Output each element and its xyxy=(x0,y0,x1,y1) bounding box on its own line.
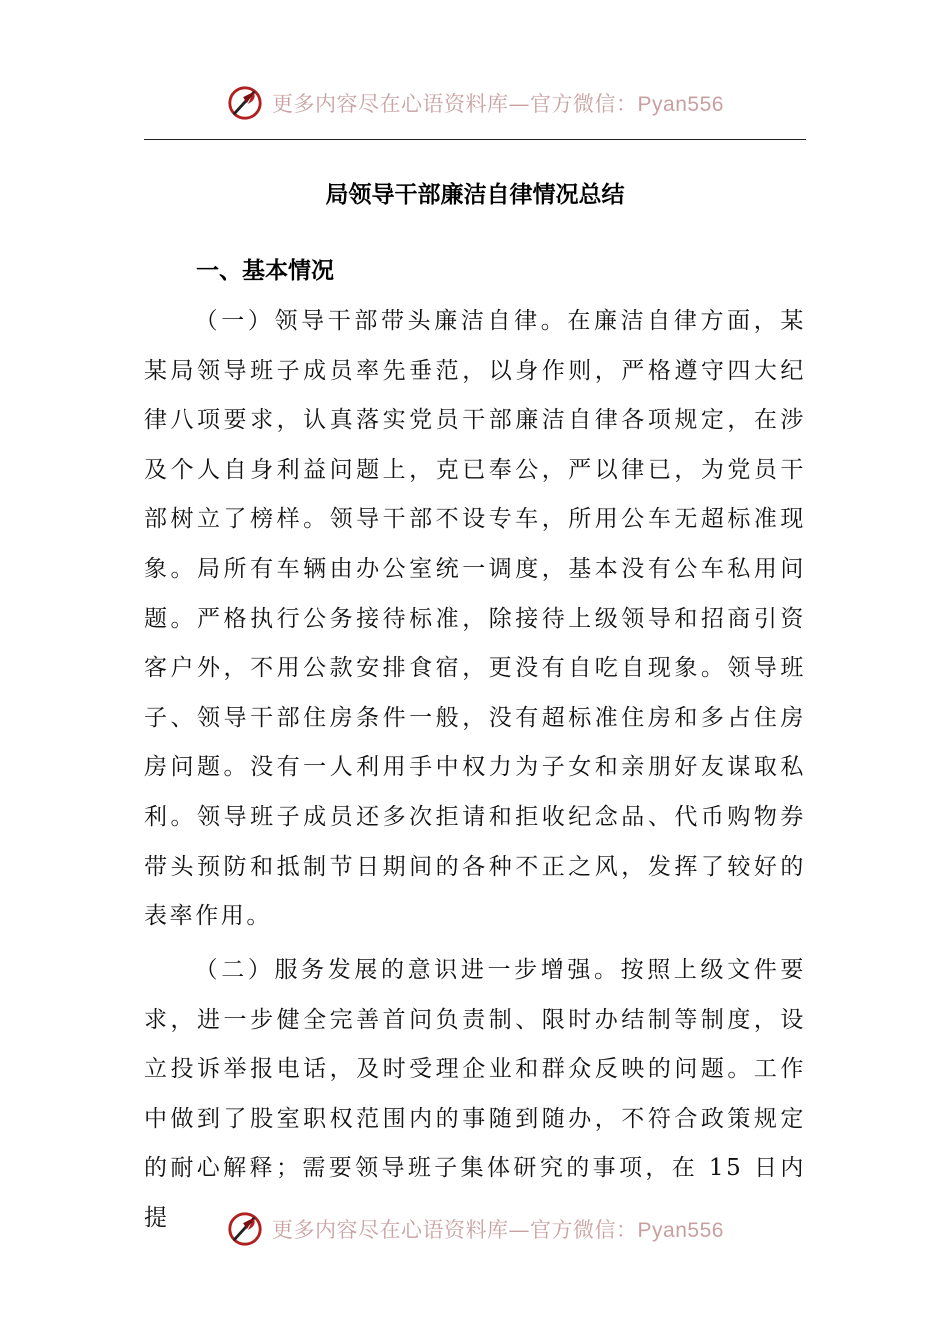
watermark-header xyxy=(0,80,950,126)
watermark-wechat-label: 官方微信： xyxy=(530,92,638,116)
watermark-text xyxy=(272,88,724,118)
document-title: 局领导干部廉洁自律情况总结 xyxy=(325,182,625,208)
quill-pen-logo-icon xyxy=(226,1210,264,1248)
body-paragraph-2: （二）服务发展的意识进一步增强。按照上级文件要求，进一步健全完善首问负责制、限时办结制等制度，设立投诉举报电话，及时受理企业和群众反映的问题。工作中做到了股室职权范围内的事随到随办，不符合政策规定的耐心解释；需要领导班子集体研究的事项，在 15 日内提 xyxy=(144,957,806,1231)
watermark-text xyxy=(272,1214,724,1244)
section-heading: 一、基本情况 xyxy=(196,258,334,284)
watermark-dash: — xyxy=(508,92,531,116)
watermark-label: 更多内容尽在心语资料库 xyxy=(272,1218,509,1242)
watermark-label: 更多内容尽在心语资料库 xyxy=(272,92,509,116)
watermark-wechat-id: Pyan556 xyxy=(637,93,724,116)
watermark-dash: — xyxy=(508,1218,531,1242)
watermark-wechat-id: Pyan556 xyxy=(637,1219,724,1242)
watermark-wechat-label: 官方微信： xyxy=(530,1218,638,1242)
watermark-footer xyxy=(0,1206,950,1252)
header-divider xyxy=(144,139,806,140)
quill-pen-logo-icon xyxy=(226,84,264,122)
body-paragraph-1: （一）领导干部带头廉洁自律。在廉洁自律方面，某某局领导班子成员率先垂范，以身作则，严格遵守四大纪律八项要求，认真落实党员干部廉洁自律各项规定，在涉及个人自身利益问题上，克已奉公，严以律已，为党员干部树立了榜样。领导干部不设专车，所用公车无超标准现象。局所有车辆由办公室统一调度，基本没有公车私用问题。严格执行公务接待标准，除接待上级领导和招商引资客户外，不用公款安排食宿，更没有自吃自现象。领导班子、领导干部住房条件一般，没有超标准住房和多占住房房问题。没有一人利用手中权力为子女和亲朋好友谋取私利。领导班子成员还多次拒请和拒收纪念品、代币购物券带头预防和抵制节日期间的各种不正之风，发挥了较好的表率作用。 xyxy=(144,308,806,930)
